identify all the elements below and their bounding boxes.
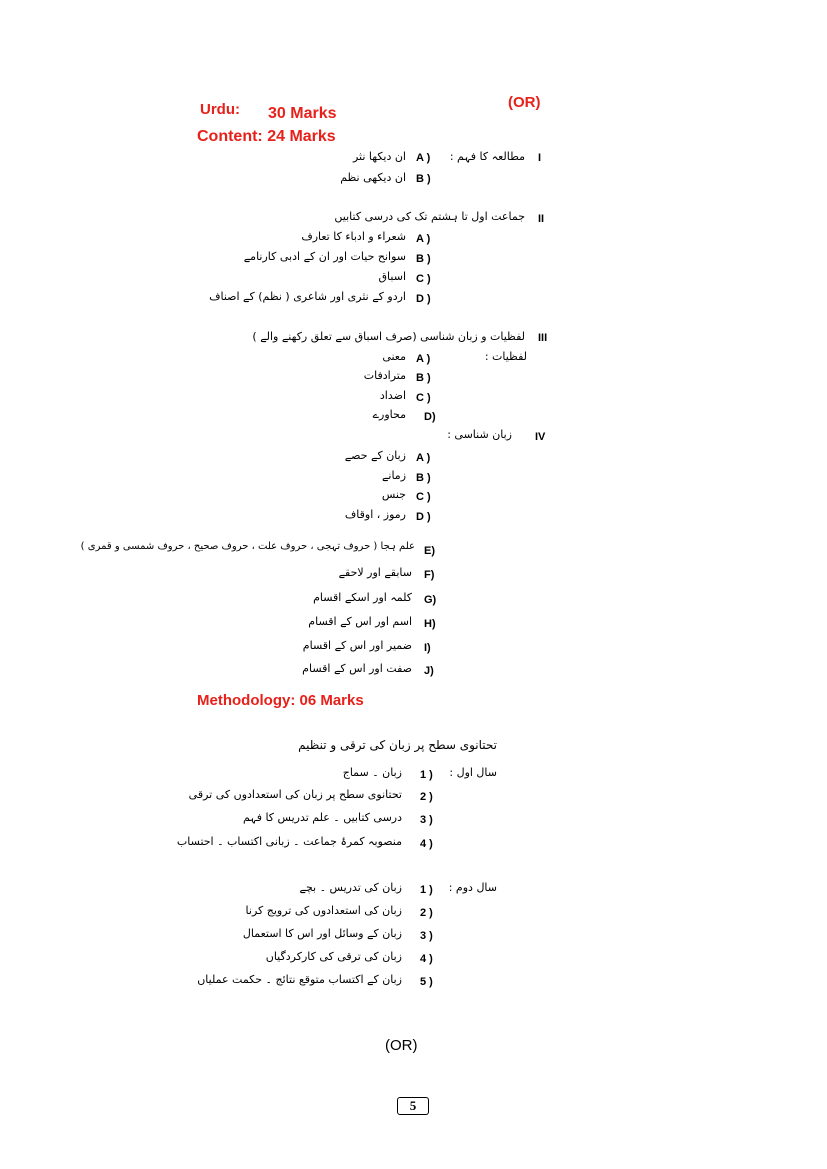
item-text: سابقے اور لاحقے: [338, 566, 412, 579]
item-letter: C ): [416, 392, 431, 404]
item-text: اضداد: [379, 389, 406, 402]
item-text: سوانح حیات اور ان کے ادبی کارنامے: [243, 250, 406, 263]
item-letter: A ): [416, 452, 431, 464]
methodology-heading: تحتانوی سطح پر زبان کی ترقی و تنظیم: [298, 738, 497, 752]
or-bottom: (OR): [385, 1037, 418, 1054]
content-marks: Content: 24 Marks: [197, 128, 336, 145]
year-label: سال اول :: [449, 766, 497, 779]
item-text: ضمیر اور اس کے اقسام: [302, 639, 412, 652]
item-text: مترادفات: [363, 369, 406, 382]
item-letter: D ): [416, 511, 431, 523]
item-text: زبان کے حصے: [344, 449, 406, 462]
item-text: درسی کتابیں ۔ علم تدریس کا فہم: [242, 811, 402, 824]
item-text: زبان کی تدریس ۔ بچے: [299, 881, 402, 894]
item-text: ان دیکھا نثر: [352, 150, 406, 163]
item-letter: F): [424, 569, 435, 581]
item-text: زبان ۔ سماج: [342, 766, 402, 779]
item-text: زبان کے اکتساب متوقع نتائج ۔ حکمت عملیاں: [197, 973, 402, 986]
item-number: 1 ): [420, 769, 433, 781]
item-text: زمانے: [381, 469, 406, 482]
section-title: مطالعہ کا فہم :: [449, 150, 525, 163]
section-number: IV: [535, 431, 546, 443]
item-letter: C ): [416, 491, 431, 503]
item-letter: D): [424, 411, 436, 423]
item-letter: J): [424, 665, 434, 677]
item-letter: A ): [416, 152, 431, 164]
item-number: 2 ): [420, 791, 433, 803]
item-letter: E): [424, 545, 435, 557]
section-title: جماعت اول تا ہشتم تک کی درسی کتابیں: [334, 210, 525, 223]
item-text: اردو کے نثری اور شاعری ( نظم) کے اصناف: [209, 290, 406, 303]
total-marks: 30 Marks: [268, 105, 337, 122]
item-text: منصوبہ کمرۂ جماعت ۔ زبانی اکتساب ۔ احتساب: [176, 835, 402, 848]
or-top: (OR): [508, 94, 541, 111]
item-text: زبان کی استعدادوں کی ترویج کرنا: [245, 904, 402, 917]
item-number: 2 ): [420, 907, 433, 919]
item-text: جنس: [381, 488, 406, 501]
item-letter: H): [424, 618, 436, 630]
page-number: 5: [397, 1097, 429, 1115]
item-text: اسباق: [378, 270, 406, 283]
item-letter: B ): [416, 253, 431, 265]
item-text: کلمہ اور اسکے اقسام: [313, 591, 412, 604]
section-title: زبان شناسی :: [447, 428, 512, 441]
item-number: 4 ): [420, 838, 433, 850]
item-number: 3 ): [420, 930, 433, 942]
item-text: رموز ، اوقاف: [344, 508, 406, 521]
item-letter: A ): [416, 353, 431, 365]
item-letter: G): [424, 594, 437, 606]
item-number: 5 ): [420, 976, 433, 988]
item-text: تحتانوی سطح پر زبان کی استعدادوں کی ترقی: [188, 788, 402, 801]
item-text: اسم اور اس کے اقسام: [308, 615, 412, 628]
item-number: 3 ): [420, 814, 433, 826]
section-number: II: [538, 213, 545, 225]
section-title: لفظیات و زبان شناسی (صرف اسباق سے تعلق رکھنے والے ): [252, 330, 525, 343]
item-letter: B ): [416, 372, 431, 384]
section-number: III: [538, 332, 548, 344]
item-letter: B ): [416, 472, 431, 484]
item-text: علم ہجا ( حروف تہجی ، حروف علت ، حروف صحیح ، حروف شمسی و قمری ): [80, 541, 415, 552]
item-text: زبان کی ترقی کی کارکردگیاں: [265, 950, 402, 963]
item-text: ان دیکھی نظم: [340, 171, 406, 184]
item-number: 1 ): [420, 884, 433, 896]
item-text: معنی: [382, 350, 406, 363]
item-text: زبان کے وسائل اور اس کا استعمال: [242, 927, 402, 940]
item-letter: I): [424, 642, 431, 654]
section-number: I: [538, 152, 542, 164]
subsection-title: لفظیات :: [484, 350, 527, 363]
item-text: محاورے: [372, 408, 406, 421]
item-letter: D ): [416, 293, 431, 305]
item-text: شعراء و ادباء کا تعارف: [301, 230, 406, 243]
item-letter: C ): [416, 273, 431, 285]
item-number: 4 ): [420, 953, 433, 965]
item-text: صفت اور اس کے اقسام: [302, 662, 412, 675]
year-label: سال دوم :: [448, 881, 497, 894]
item-letter: B ): [416, 173, 431, 185]
item-letter: A ): [416, 233, 431, 245]
methodology-title: Methodology: 06 Marks: [197, 692, 364, 709]
language-label: Urdu:: [200, 101, 240, 118]
